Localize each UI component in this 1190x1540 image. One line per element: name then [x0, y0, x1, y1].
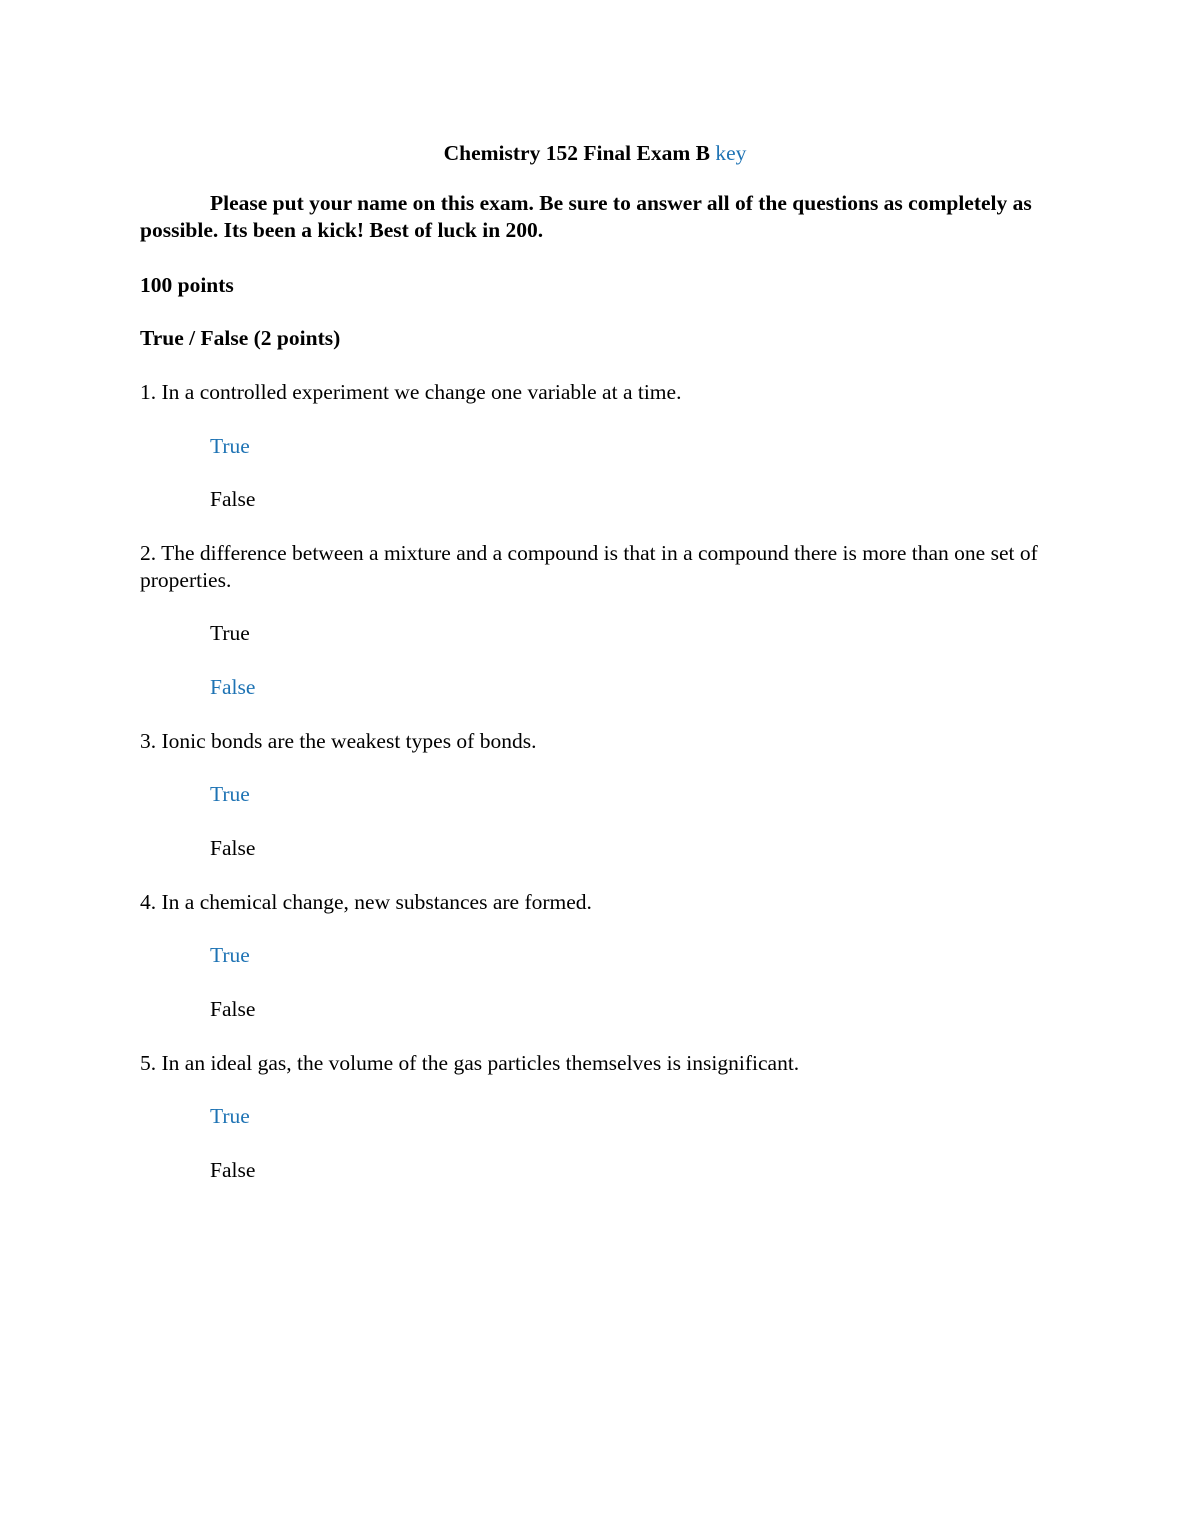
- exam-title: [0, 140, 1190, 167]
- title-text: Chemistry 152 Final Exam B: [443, 141, 710, 165]
- question-5: 5. In an ideal gas, the volume of the gas particles themselves is insignificant.: [140, 1051, 800, 1075]
- instructions: Please put your name on this exam. Be sure to answer all of the questions as completely as possible. Its been a kick! Best of luck in 200.: [140, 191, 1032, 242]
- question-4: 4. In a chemical change, new substances are formed.: [140, 890, 592, 914]
- q4-option-true: True: [210, 943, 250, 967]
- question-3: 3. Ionic bonds are the weakest types of bonds.: [140, 729, 537, 753]
- question-1: 1. In a controlled experiment we change one variable at a time.: [140, 380, 682, 404]
- q1-option-false: False: [210, 487, 256, 511]
- q5-option-false: False: [210, 1158, 256, 1182]
- q5-option-true: True: [210, 1104, 250, 1128]
- q2-option-true: True: [210, 621, 250, 645]
- q2-option-false: False: [210, 675, 256, 699]
- section-heading: True / False (2 points): [140, 326, 341, 350]
- question-2: 2. The difference between a mixture and a compound is that in a compound there is more than one set of properties.: [140, 541, 1038, 592]
- q3-option-true: True: [210, 782, 250, 806]
- q3-option-false: False: [210, 836, 256, 860]
- key-label: key: [715, 141, 747, 165]
- q1-option-true: True: [210, 434, 250, 458]
- total-points: 100 points: [140, 273, 234, 297]
- q4-option-false: False: [210, 997, 256, 1021]
